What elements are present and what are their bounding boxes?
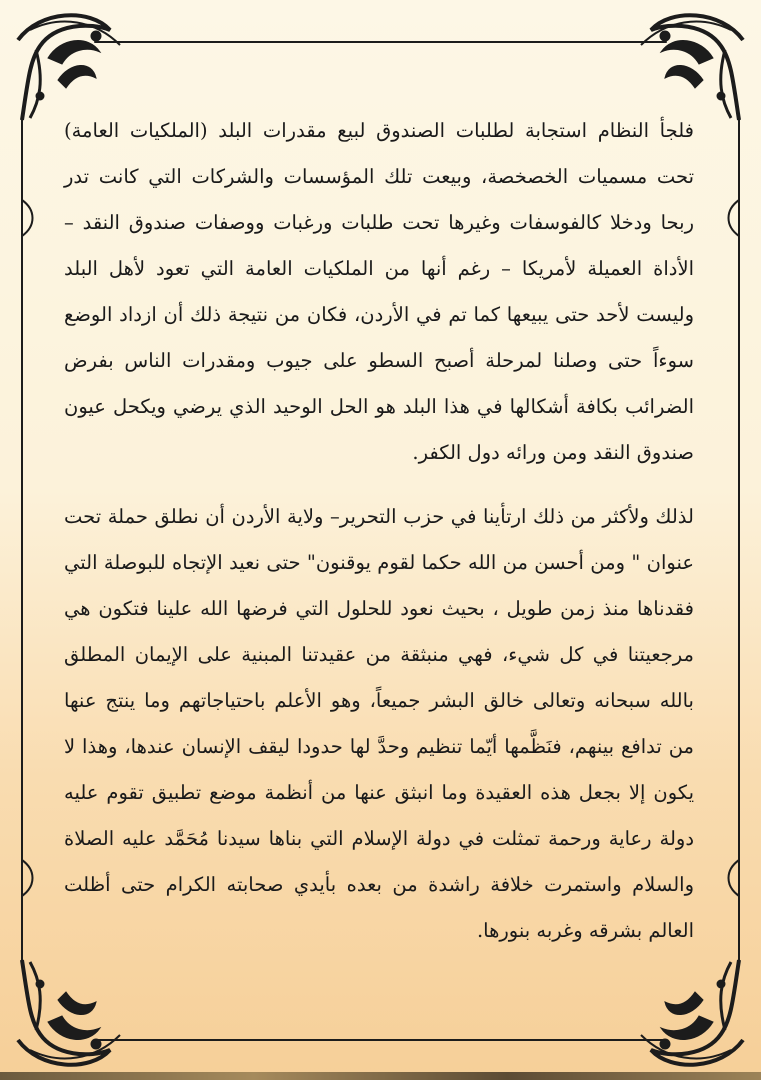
corner-flourish-top-left bbox=[18, 15, 120, 120]
corner-flourish-bottom-left bbox=[18, 960, 120, 1065]
bottom-image-strip bbox=[0, 1072, 761, 1080]
side-ornament-right bbox=[729, 200, 740, 896]
paragraph-2: لذلك ولأكثر من ذلك ارتأينا في حزب التحرير– ولاية الأردن أن نطلق حملة تحت عنوان " ومن أحسن من الله حكما لقوم يوقنون" حتى نعيد الإتجاه للبوصلة التي فقدناها منذ زمن طويل ، بحيث نعود للحلول التي فرضها الله علينا فتكون هي مرجعيتنا في كل شيء، فهي منبثقة من عقيدتنا المبنية على الإيمان المطلق بالله سبحانه وتعالى خالق البشر جميعاً، وهو الأعلم باحتياجاتهم وما ينتج عنها من تدافع بينهم، فنَظَّمها أيّما تنظيم وحدَّ لها حدودا ليقف الإنسان عندها، وهذا لا يكون إلا بجعل هذه العقيدة وما انبثق عنها من أنظمة موضع تطبيق تقوم عليه دولة رعاية ورحمة تمثلت في دولة الإسلام التي بناها سيدنا مُحَمَّد عليه الصلاة والسلام واستمرت خلافة راشدة من بعده بأيدي صحابته الكرام حتى أظلت العالم بشرقه وغربه بنورها. bbox=[64, 505, 694, 942]
document-body bbox=[64, 108, 694, 954]
corner-flourish-bottom-right bbox=[641, 960, 743, 1065]
paragraph-1: فلجأ النظام استجابة لطلبات الصندوق لبيع مقدرات البلد (الملكيات العامة) تحت مسميات الخصخصة، وبيعت تلك المؤسسات والشركات التي كانت تدر ربحا ودخلا كالفوسفات وغيرها تحت طلبات ورغبات ووصفات صندوق النقد –الأداة العميلة لأمريكا – رغم أنها من الملكيات العامة التي تعود لأهل البلد وليست لأحد حتى يبيعها كما تم في الأردن، فكان من نتيجة ذلك أن ازداد الوضع سوءاً حتى وصلنا لمرحلة أصبح السطو على جيوب ومقدرات الناس بفرض الضرائب بكافة أشكالها في هذا البلد هو الحل الوحيد الذي يرضي ويكحل عيون صندوق النقد ومن ورائه دول الكفر. bbox=[64, 119, 694, 464]
side-ornament-left bbox=[22, 200, 33, 896]
corner-flourish-top-right bbox=[641, 15, 743, 120]
